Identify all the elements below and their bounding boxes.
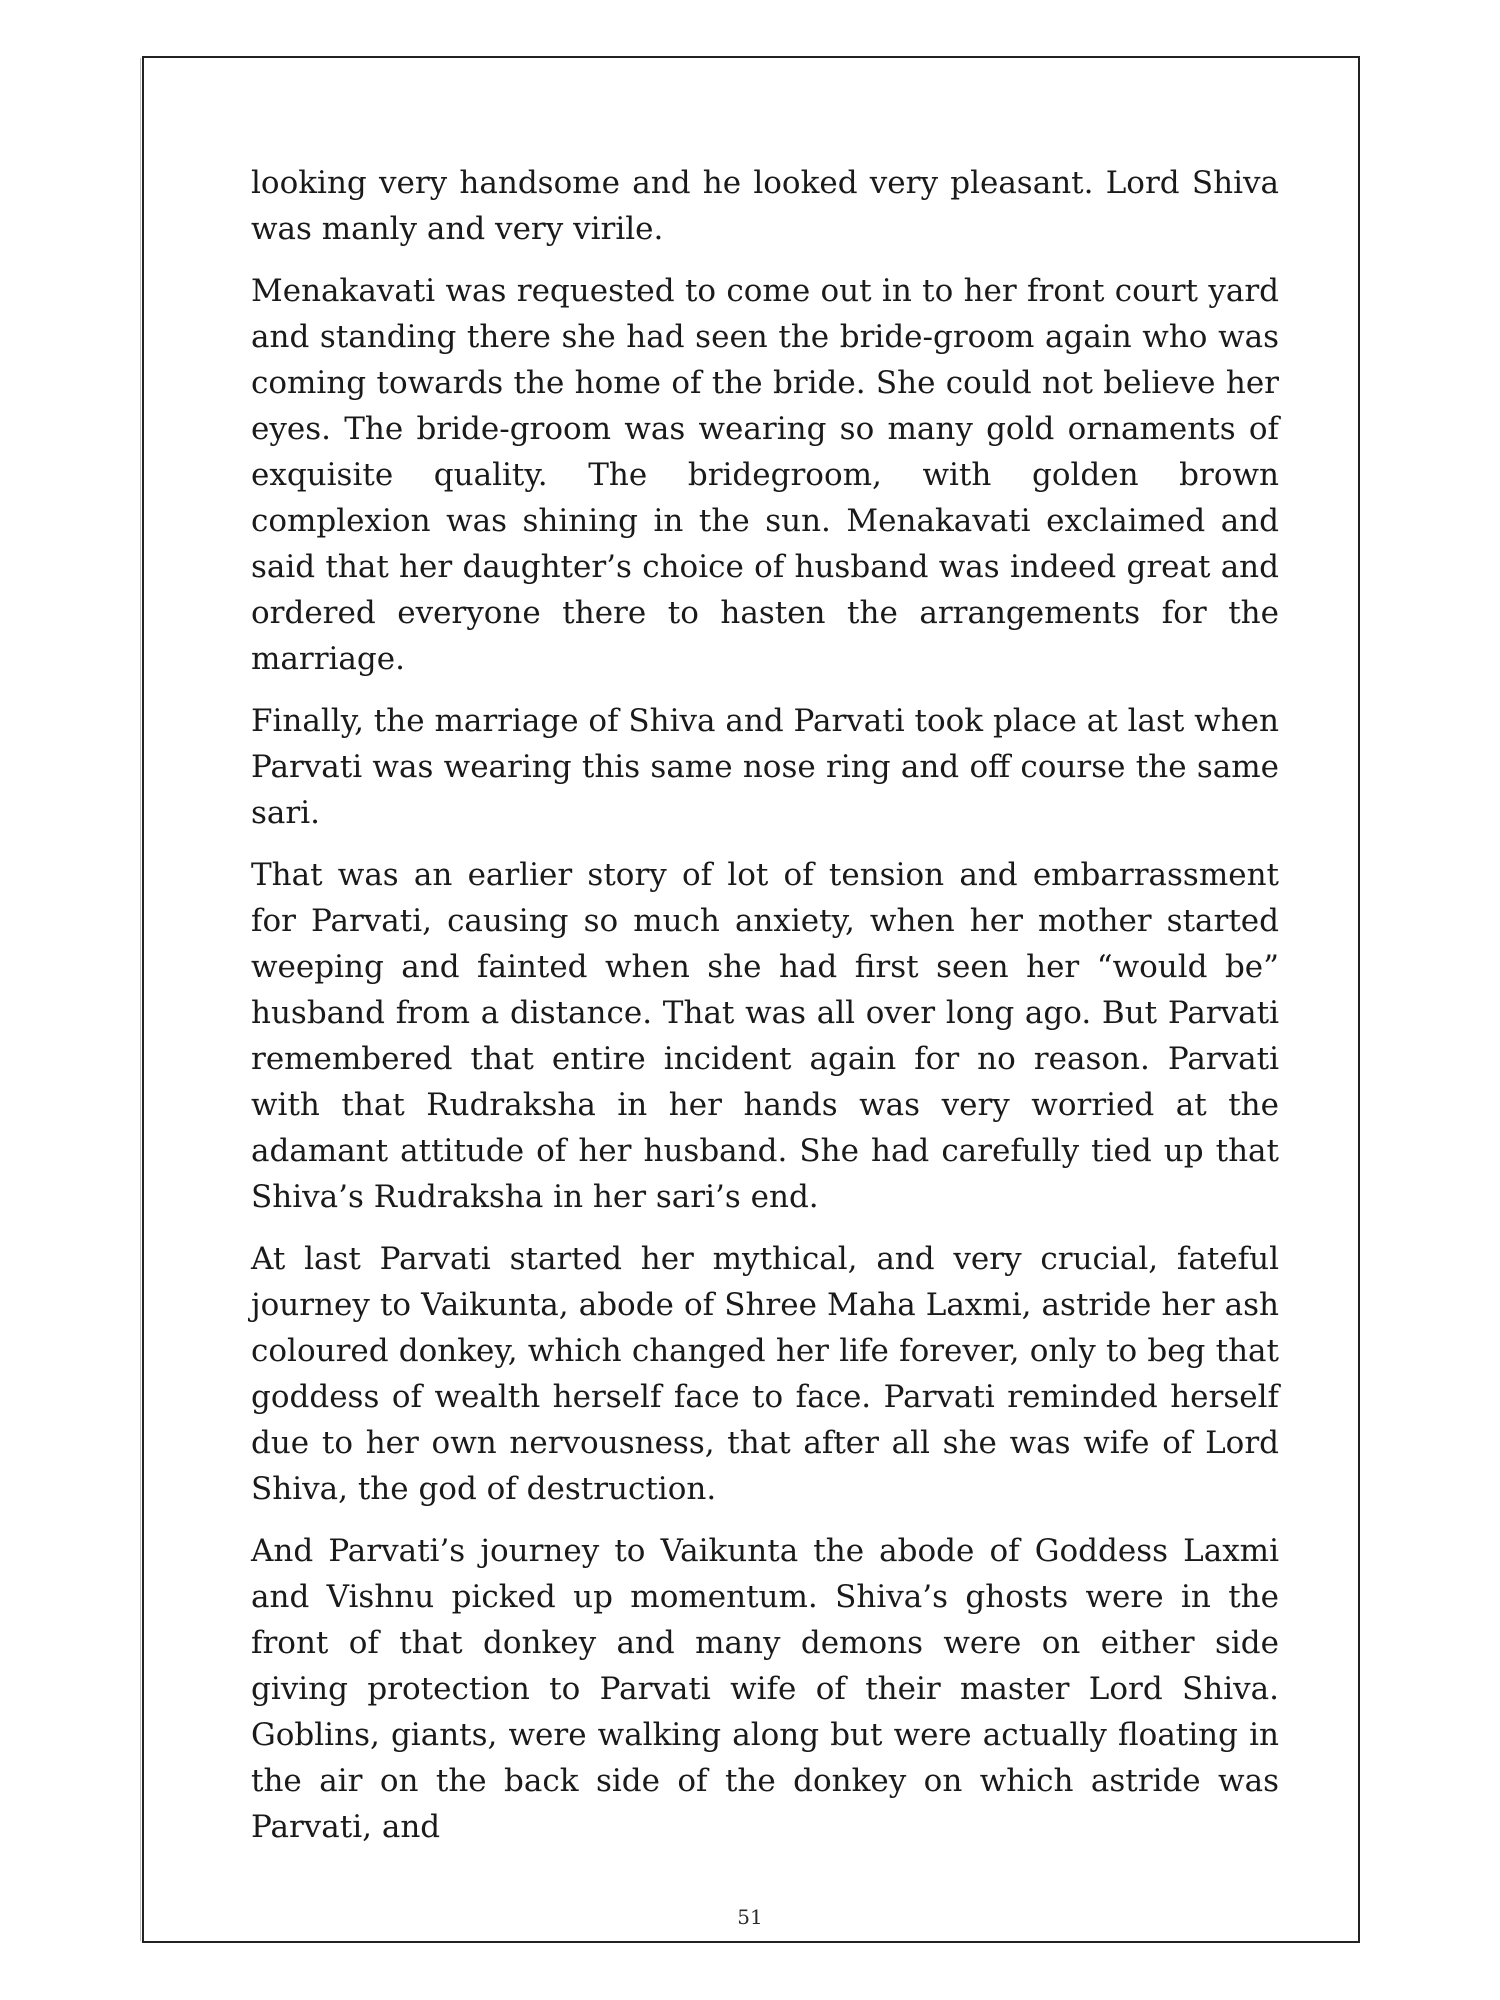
paragraph-6: And Parvati’s journey to Vaikunta the abode of Goddess Laxmi and Vishnu picked up momentum. Shiva’s ghosts were in the front of that donkey and many demons were on either side giving protection to Parvati wife of their master Lord Shiva. Goblins, giants, were walking along but were actually floating in the air on the back side of the donkey on which astride was Parvati, and (251, 1533, 1279, 1845)
body-text (251, 160, 1279, 1866)
paragraph-4: That was an earlier story of lot of tension and embarrassment for Parvati, causing so much anxiety, when her mother started weeping and fainted when she had first seen her “would be” husband from a distance. That was all over long ago. But Parvati remembered that entire incident again for no reason. Parvati with that Rudraksha in her hands was very worried at the adamant attitude of her husband. She had carefully tied up that Shiva’s Rudraksha in her sari’s end. (251, 857, 1279, 1215)
paragraph-1: looking very handsome and he looked very pleasant. Lord Shiva was manly and very virile. (251, 165, 1279, 247)
paragraph-5: At last Parvati started her mythical, and very crucial, fateful journey to Vaikunta, abode of Shree Maha Laxmi, astride her ash coloured donkey, which changed her life forever, only to beg that goddess of wealth herself face to face. Parvati reminded herself due to her own nervousness, that after all she was wife of Lord Shiva, the god of destruction. (251, 1241, 1279, 1507)
page-number: 51 (737, 1905, 763, 1929)
paragraph-3: Finally, the marriage of Shiva and Parvati took place at last when Parvati was wearing this same nose ring and off course the same sari. (251, 703, 1279, 831)
paragraph-2: Menakavati was requested to come out in to her front court yard and standing there she had seen the bride-groom again who was coming towards the home of the bride. She could not believe her eyes. The bride-groom was wearing so many gold ornaments of exquisite quality. The bridegroom, with golden brown complexion was shining in the sun. Menakavati exclaimed and said that her daughter’s choice of husband was indeed great and ordered everyone there to hasten the arrangements for the marriage. (251, 273, 1279, 677)
